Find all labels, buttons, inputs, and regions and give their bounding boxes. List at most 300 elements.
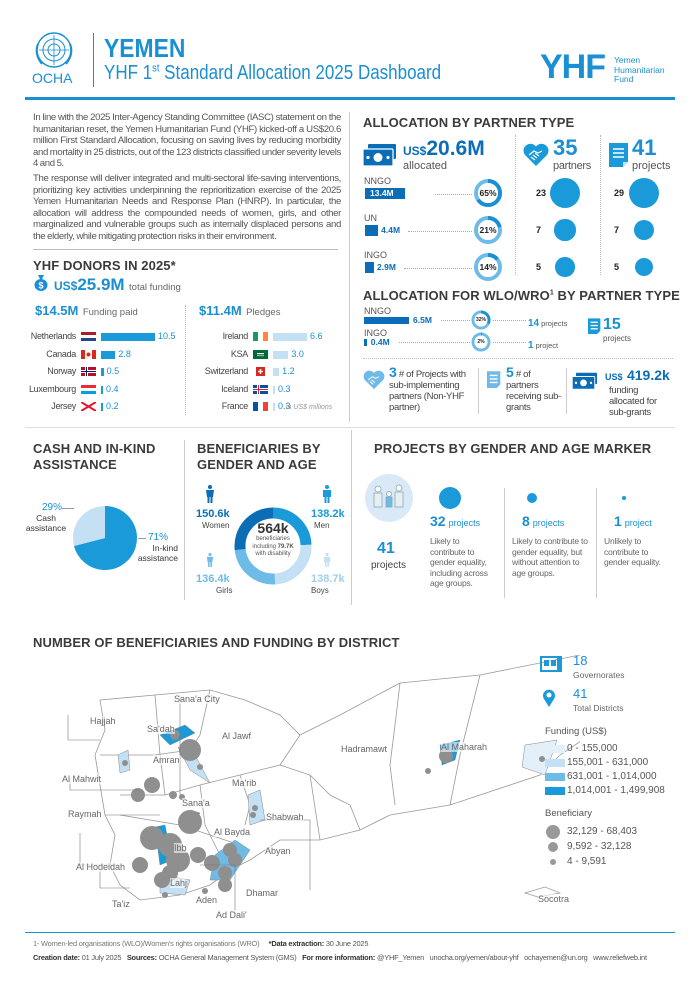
wlo-type-label: NNGO: [364, 306, 391, 316]
wlo-pct: 32%: [475, 317, 486, 323]
funding-swatch: [545, 787, 565, 795]
sub3-prefix: US$: [605, 372, 623, 382]
subtitle-sup: st: [152, 62, 160, 75]
leader-dots: [493, 320, 526, 321]
map-label-aden: Aden: [196, 895, 218, 905]
gam-unit: project: [624, 518, 652, 528]
map-label-al-mahwit: Al Mahwit: [62, 774, 102, 784]
allocation-pct: 21%: [479, 225, 497, 235]
governorates-value: 18: [573, 653, 588, 668]
intro-text: [33, 112, 341, 246]
wlo-title-suffix: BY PARTNER TYPE: [553, 288, 680, 303]
map-label-dhamar: Dhamar: [246, 888, 279, 898]
sub1-value: 3: [389, 364, 397, 380]
donor-row: [186, 331, 356, 343]
wlo-title: [363, 288, 680, 303]
sub2-value: 5: [506, 364, 514, 380]
map-label-al-hodeidah: Al Hodeidah: [76, 862, 126, 872]
cash-label: [22, 514, 70, 533]
wlo-amount: 0.4M: [370, 337, 390, 347]
leader-dots: [441, 320, 470, 321]
intro-paragraph-1: In line with the 2025 Inter-Agency Standing Committee (IASC) statement on the humanitarian reset, the Yemen Humanitarian Fund (YHF) kicked-off a US$20.6 million First Standard Allocation, focusing on saving lives by reducing morbidity and mortality in 25 districts, out of the 123 districts classified under severity levels 4 and 5.: [33, 112, 341, 170]
bubble: [179, 739, 201, 761]
man-icon: [322, 485, 332, 508]
gam-count: [522, 513, 564, 531]
paid-label: Funding paid: [82, 307, 138, 318]
boy-icon: [323, 553, 331, 572]
cash-label-l2: assistance: [25, 522, 67, 533]
gam-description: Likely to contribute to gender equality, including across age groups.: [430, 536, 488, 588]
map-label-sadah: Sa'dah: [147, 724, 175, 734]
ocha-logo: [30, 30, 88, 88]
map-label-al-jawf: Al Jawf: [222, 731, 252, 741]
boys-label: Boys: [311, 586, 329, 595]
governorates-icon: [540, 656, 562, 677]
wlo-projects-label: project: [535, 341, 559, 350]
bubble: [190, 847, 206, 863]
norway-flag-icon: [81, 367, 96, 376]
districts-value: 41: [573, 686, 588, 701]
gam-description: Likely to contribute to gender equality, but without attention to age groups.: [512, 536, 588, 578]
total-value: 20.6M: [426, 137, 485, 160]
allocation-total-label: allocated: [403, 160, 448, 172]
map-label-hajjah: Hajjah: [90, 716, 116, 726]
donor-row: [14, 349, 184, 361]
map-label-socotra: Socotra: [538, 894, 570, 904]
gam-total-label: projects: [371, 560, 407, 571]
partners-count-row: 5: [536, 262, 542, 272]
about-yhf-link[interactable]: unocha.org/yemen/about-yhf: [429, 953, 519, 962]
girl-icon: [206, 553, 214, 572]
iceland-flag-icon: [253, 385, 268, 394]
paid-value: $14.5M: [35, 303, 79, 318]
cash-leader-line: [62, 508, 74, 509]
beneficiaries-title-l1: BENEFICIARIES BY: [197, 441, 321, 456]
donor-name: Ireland: [222, 331, 248, 341]
location-pin-icon: [542, 689, 556, 712]
bubble: [218, 866, 232, 880]
map-label-al-bayda: Al Bayda: [214, 827, 251, 837]
gam-description: Unlikely to contribute to gender equality.: [604, 536, 661, 567]
twitter-link[interactable]: @YHF_Yemen: [376, 953, 425, 962]
disability-value: 79.7K: [277, 543, 294, 550]
women-value: 150.6k: [196, 508, 230, 520]
projects-count-row: 29: [614, 188, 625, 198]
donor-row: [14, 331, 184, 343]
banknote-icon: [572, 372, 598, 395]
inkind-leader-line: [138, 538, 146, 539]
allocation-pct: 14%: [479, 262, 497, 272]
donor-name: Norway: [47, 366, 76, 376]
gam-unit: projects: [532, 518, 565, 528]
bubble: [252, 805, 258, 811]
map-label-amran: Amran: [153, 755, 180, 765]
ocha-logo-text: OCHA: [32, 70, 73, 86]
bubble: [169, 791, 177, 799]
women-label: Women: [202, 521, 230, 530]
inkind-label-l2: assistance: [137, 552, 178, 563]
wlo-total-projects: 15: [603, 316, 621, 333]
gam-count: [430, 513, 480, 531]
sub3-label: funding allocated for sub-grants: [609, 385, 657, 418]
total-prefix: US$: [54, 279, 78, 293]
donor-name: Jersey: [51, 401, 76, 411]
funding-range: 631,001 - 1,014,000: [567, 771, 657, 782]
cash-pie-chart: [72, 505, 138, 571]
pledges-label: Pledges: [246, 307, 281, 318]
gam-bubble: [439, 487, 461, 509]
leader-dots: [408, 231, 472, 232]
map-label-hadramawt: Hadramawt: [341, 744, 388, 754]
intro-paragraph-2: The response will deliver integrated and multi-sectoral life-saving interventions, prioritizing key activities underpinning the reprioritization exercise of the 2025 Yemen Humanitarian Needs and Response Plan (HNRP). In particular, the allocation will address the compounded needs of women, girls, and other marginalized and vulnerable groups such as internally displaced persons and the elderly, while mitigating protection risks in their environment.: [33, 172, 341, 242]
donor-name: Switzerland: [204, 366, 248, 376]
wlo-bar: [364, 339, 367, 346]
gam-unit: projects: [448, 518, 481, 528]
beneficiaries-title: [197, 441, 321, 473]
donor-bar: [101, 386, 103, 394]
gam-value: 1: [614, 513, 622, 529]
wlo-title-sup: 1: [549, 289, 554, 297]
cash-label-l1: Cash: [36, 513, 56, 523]
wlo-projects-value: 14: [528, 318, 540, 329]
donor-bar: [101, 351, 115, 359]
woman-icon: [205, 485, 215, 508]
yhf-line: Humanitarian: [614, 64, 665, 75]
partners-count: 35: [553, 135, 578, 160]
cash-divider: [184, 440, 185, 600]
total-prefix: US$: [403, 144, 427, 158]
extraction-label: *Data extraction:: [268, 939, 324, 948]
wlo-bar: [364, 317, 409, 324]
allocation-amount: 4.4M: [381, 225, 401, 235]
wlo-type-label: INGO: [364, 328, 388, 338]
wlo-total-projects-label: projects: [603, 334, 632, 343]
bubble: [154, 872, 170, 888]
gam-bubble: [527, 493, 537, 503]
france-flag-icon: [253, 402, 268, 411]
beneficiary-bubbles: [122, 730, 545, 898]
leader-dots: [435, 194, 472, 195]
map-label-abyan: Abyan: [265, 846, 291, 856]
page-title: YEMEN: [104, 33, 186, 63]
donor-bar: [273, 333, 307, 341]
wlo-projects-value: 1: [528, 340, 534, 351]
leader-dots: [493, 342, 526, 343]
governorates-label: Governorates: [573, 670, 625, 680]
total-label: total funding: [129, 282, 181, 293]
footer-note: [33, 939, 368, 948]
wlo-pct: 2%: [477, 339, 485, 345]
beneficiary-bubble-swatch: [550, 859, 556, 865]
donor-bar: [101, 333, 155, 341]
men-value: 138.2k: [311, 508, 345, 520]
wlo-projects: [528, 313, 567, 331]
men-label: Men: [314, 521, 330, 530]
partner-type-label: INGO: [364, 250, 388, 260]
beneficiaries-total: 564k: [257, 520, 289, 536]
yhf-line: Yemen: [614, 55, 641, 65]
bubble: [132, 857, 148, 873]
projects-count-row: 5: [614, 262, 620, 272]
partners-count-row: 23: [536, 188, 547, 198]
switzerland-flag-icon: [253, 367, 268, 376]
donor-name: KSA: [230, 348, 248, 359]
sub1-label: # of Projects with sub-implementing partners (Non-YHF partner): [389, 369, 466, 413]
gam-total-value: 41: [377, 540, 395, 557]
beneficiary-bubble-swatch: [546, 825, 560, 839]
subtitle-suffix: Standard Allocation 2025 Dashboard: [159, 62, 442, 84]
allocation-pct: 65%: [479, 188, 497, 198]
funding-legend-title: Funding (US$): [545, 726, 607, 737]
donor-name: Canada: [46, 348, 76, 359]
donor-bar: [273, 368, 279, 376]
allocation-total: [403, 137, 485, 161]
donor-value: 3.0: [291, 348, 304, 359]
document-icon: [609, 143, 629, 173]
map-label-raymah: Raymah: [68, 809, 102, 819]
donor-row: [14, 384, 184, 396]
disability-prefix: including: [252, 543, 278, 550]
wlo-amount: 6.5M: [413, 315, 432, 325]
map-label-ibb: Ibb: [174, 843, 187, 853]
allocation-amount: 13.4M: [370, 188, 394, 198]
donor-value: 6.6: [309, 331, 323, 341]
jersey-flag-icon: [81, 402, 96, 411]
creation-label: Creation date:: [33, 953, 80, 962]
donor-row: [14, 366, 184, 378]
canada-flag-icon: [81, 350, 96, 359]
cash-title-l2: ASSISTANCE: [33, 457, 117, 472]
donor-name: Iceland: [221, 383, 248, 394]
donor-name: Netherlands: [30, 331, 76, 341]
funding-swatch: [545, 773, 565, 781]
partners-label: partners: [553, 160, 591, 172]
donor-value: 2.8: [118, 348, 131, 359]
beneficiaries-total-label: beneficiaries: [256, 536, 290, 542]
creation-value: 01 July 2025: [81, 953, 122, 962]
document-icon: [487, 370, 501, 395]
map-label-lahj: Lahj: [170, 878, 188, 888]
donor-row: [186, 384, 356, 396]
map-title: NUMBER OF BENEFICIARIES AND FUNDING BY DISTRICT: [33, 635, 400, 650]
girls-label: Girls: [216, 586, 233, 595]
allocation-title: ALLOCATION BY PARTNER TYPE: [363, 115, 575, 130]
donor-bar: [101, 403, 103, 411]
projects-bubble: [635, 258, 653, 276]
footer-rule: [25, 932, 675, 933]
bubble: [425, 768, 431, 774]
donor-name: France: [221, 401, 248, 411]
reliefweb-link[interactable]: www.reliefweb.int: [593, 953, 647, 962]
sources-label: Sources:: [126, 953, 157, 962]
wlo-projects: [528, 335, 558, 353]
sub-grant-partners-stat: [506, 364, 564, 413]
inkind-label: [132, 544, 178, 563]
donor-value: 0.2: [106, 401, 119, 411]
yhf-logo: [540, 48, 605, 87]
donor-value: 1.2: [282, 366, 295, 376]
bubble: [202, 888, 208, 894]
donor-bar: [273, 386, 275, 394]
wlo-projects-label: projects: [541, 319, 568, 328]
donors-total: [54, 275, 181, 295]
donor-bar: [273, 351, 288, 359]
money-bag-icon: [34, 274, 48, 296]
donor-value: 10.5: [158, 331, 176, 341]
cash-pct: 29%: [42, 502, 63, 513]
inkind-label-l1: In-kind: [152, 543, 178, 553]
donor-row: [186, 366, 356, 378]
funding-swatch: [545, 759, 565, 767]
funding-swatch: [545, 745, 565, 753]
bubble: [218, 878, 232, 892]
bubble: [178, 810, 202, 834]
gam-divider: [504, 488, 505, 598]
family-illustration: [365, 474, 413, 527]
disability-line: [243, 544, 303, 552]
beneficiary-legend-title: Beneficiary: [545, 808, 592, 819]
inkind-pct: 71%: [148, 532, 169, 543]
subtitle-prefix: YHF 1: [104, 62, 153, 84]
pledges-value: $11.4M: [199, 303, 242, 318]
sub-divider-1: [478, 368, 479, 414]
banknote-icon: [363, 143, 397, 172]
funding-range: 0 - 155,000: [567, 743, 618, 754]
gam-value: 32: [430, 513, 446, 529]
allocation-bar: [365, 262, 374, 273]
partner-type-label: NNGO: [364, 176, 391, 186]
funding-range: 155,001 - 631,000: [567, 757, 649, 768]
total-value: 25.9M: [77, 275, 125, 294]
netherlands-flag-icon: [81, 332, 96, 341]
document-icon: [588, 318, 601, 340]
extraction-value: 30 June 2025: [325, 939, 369, 948]
partners-bubble: [554, 219, 575, 240]
gam-value: 8: [522, 513, 530, 529]
gam-title: PROJECTS BY GENDER AND AGE MARKER: [374, 441, 652, 456]
beneficiary-bubble-swatch: [548, 842, 558, 852]
wlo-footnote: 1- Women-led organisations (WLO)/Women's rights organisations (WRO): [33, 939, 260, 948]
intro-divider: [33, 249, 338, 250]
donors-title: YHF DONORS IN 2025*: [33, 258, 176, 273]
allocation-bar: [365, 225, 378, 236]
beneficiaries-title-l2: GENDER AND AGE: [197, 457, 317, 472]
donor-value: 0.3: [278, 401, 291, 411]
pledges-header: [199, 302, 280, 320]
map-label-taiz: Ta'iz: [112, 899, 130, 909]
boys-value: 138.7k: [311, 573, 345, 585]
projects-count: 41: [632, 135, 657, 160]
beneficiary-range: 32,129 - 68,403: [567, 826, 638, 837]
map-label-sanaa-city: Sana'a City: [174, 694, 220, 704]
footer-credits: [33, 953, 647, 962]
gam-bubble: [622, 496, 626, 500]
section-rule: [25, 427, 675, 428]
districts-label: Total Districts: [573, 703, 624, 713]
leader-dots: [404, 268, 472, 269]
wlo-title-main: ALLOCATION FOR WLO/WRO: [363, 288, 550, 303]
funding-paid-header: [35, 302, 138, 320]
yhf-logo-text: YHF: [540, 48, 605, 86]
sub-divider-2: [566, 368, 567, 414]
page-subtitle: [104, 62, 441, 85]
allocation-divider-2: [600, 135, 601, 275]
handshake-heart-icon: [523, 143, 549, 172]
projects-count-row: 7: [614, 225, 620, 235]
donor-row: [14, 401, 184, 413]
yemen-district-map: [60, 655, 580, 920]
yhf-logo-lines: [614, 56, 665, 85]
donor-bar: [101, 368, 104, 376]
allocation-divider-1: [515, 135, 516, 275]
projects-bubble: [629, 178, 659, 208]
info-label: For more information:: [302, 953, 376, 962]
ireland-flag-icon: [253, 332, 268, 341]
partners-bubble: [550, 178, 580, 208]
bubble: [204, 855, 220, 871]
gam-count: [614, 513, 652, 531]
svg-text:$: $: [38, 280, 44, 291]
email-link[interactable]: ochayemen@un.org: [524, 953, 588, 962]
wlo-divider: [363, 358, 673, 359]
donor-name: Luxembourg: [28, 383, 76, 394]
sub3-value: 419.2k: [626, 367, 670, 383]
sources-value: OCHA General Management System (GMS): [158, 953, 297, 962]
map-label-shabwah: Shabwah: [266, 812, 304, 822]
funding-range: 1,014,001 - 1,499,908: [567, 785, 665, 796]
cash-title: [33, 441, 155, 473]
bubble: [197, 764, 203, 770]
projects-label: projects: [632, 160, 671, 172]
bubble: [144, 777, 160, 793]
partners-bubble: [555, 257, 574, 276]
ksa-flag-icon: [253, 350, 268, 359]
unit-note: in US$ millions: [286, 404, 333, 411]
donor-bar: [273, 403, 275, 411]
donor-value: 0.3: [278, 383, 291, 394]
beneficiaries-center: [243, 520, 303, 559]
map-label-al-maharah: Al Maharah: [441, 742, 488, 752]
donor-value: 0.5: [106, 366, 120, 376]
gam-divider: [596, 488, 597, 598]
beneficiary-range: 4 - 9,591: [567, 856, 607, 867]
donor-row: [186, 349, 356, 361]
allocation-amount: 2.9M: [377, 262, 396, 272]
bubble: [122, 760, 128, 766]
leader-dots: [399, 342, 470, 343]
map-label-ad-dali: Ad Dali': [216, 910, 247, 920]
donor-value: 0.4: [106, 383, 119, 394]
disability-suffix: with disability: [255, 551, 291, 557]
header-divider: [93, 33, 94, 87]
beneficiary-range: 9,592 - 32,128: [567, 841, 632, 852]
partners-count-row: 7: [536, 225, 542, 235]
sub-implementing-stat: [389, 364, 475, 413]
cash-title-l1: CASH AND IN-KIND: [33, 441, 156, 456]
bubble: [250, 812, 256, 818]
partner-type-label: UN: [364, 213, 377, 223]
yhf-line: Fund: [614, 74, 634, 84]
map-label-marib: Ma'rib: [232, 778, 257, 788]
beneficiaries-divider: [351, 430, 352, 605]
sub2-label: # of partners receiving sub-grants: [506, 369, 561, 413]
sub-grant-funding-stat: [605, 367, 670, 385]
luxembourg-flag-icon: [81, 385, 96, 394]
handshake-heart-icon: [363, 370, 385, 395]
bubble: [162, 892, 168, 898]
projects-bubble: [634, 220, 654, 240]
header-rule: [25, 97, 675, 100]
